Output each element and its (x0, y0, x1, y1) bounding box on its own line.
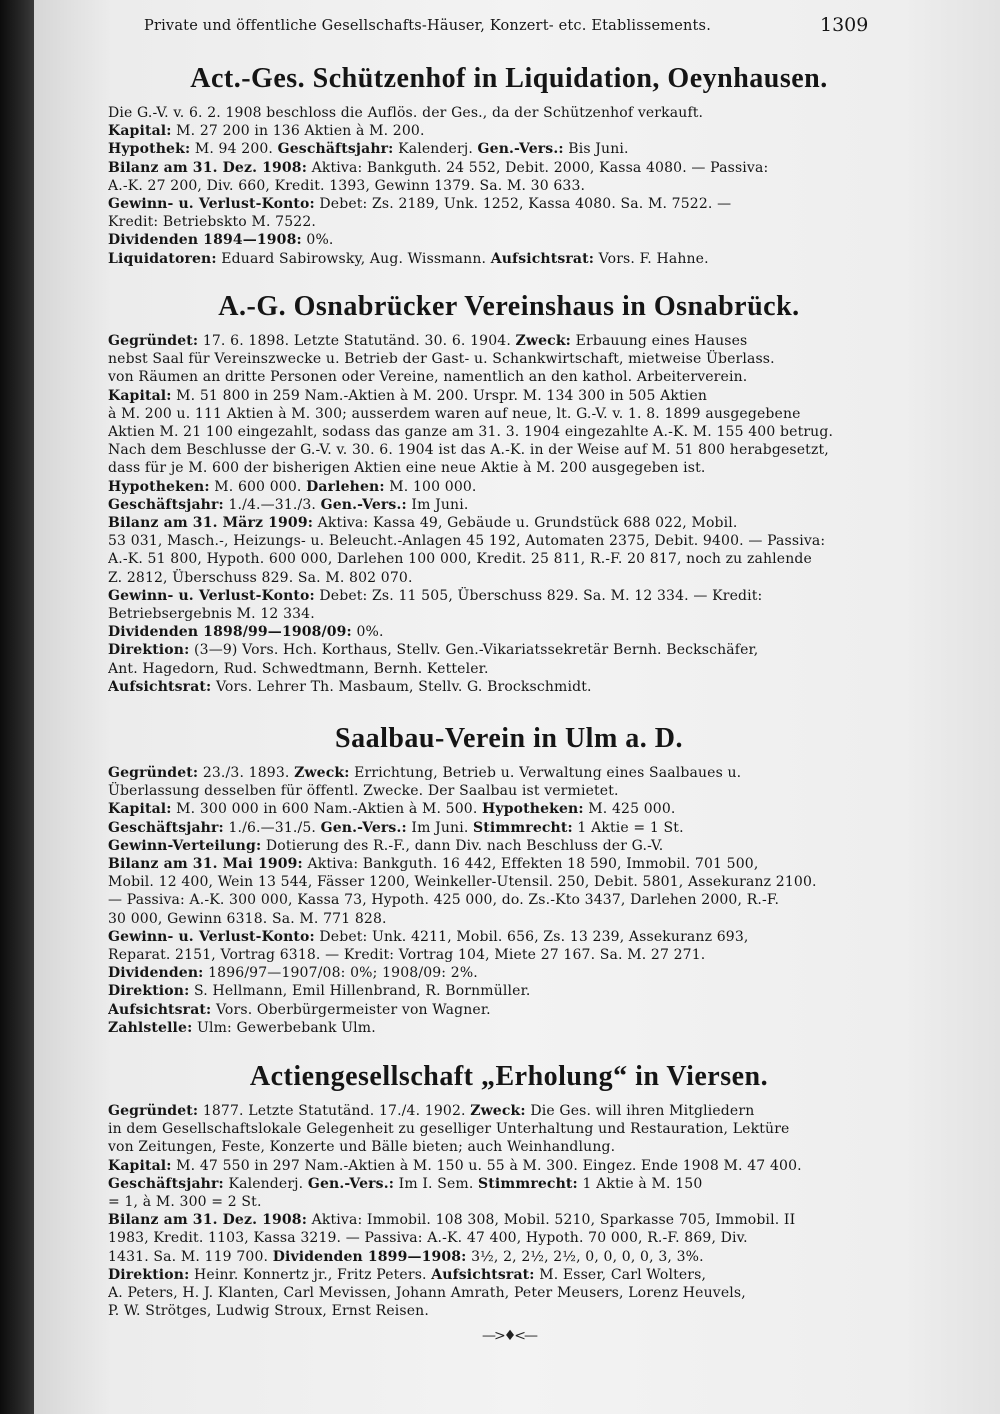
article-title: A.-G. Osnabrücker Vereinshaus in Osnabrück. (218, 291, 800, 322)
text-line (108, 891, 910, 909)
text-line (108, 1193, 910, 1211)
text-line (108, 587, 910, 605)
book-page (34, 0, 1000, 1414)
field-text: = 1, à M. 300 = 2 St. (108, 1194, 262, 1211)
field-label: Kapital: (108, 1157, 172, 1174)
field-label: Geschäftsjahr: (108, 1175, 224, 1192)
article-body (108, 1102, 910, 1320)
field-label: Liquidatoren: (108, 250, 217, 267)
text-line (108, 819, 910, 837)
field-label: Stimmrecht: (473, 819, 573, 836)
text-line (108, 441, 910, 459)
field-text: 1983, Kredit. 1103, Kassa 3219. — Passiva: A.-K. 47 400, Hypoth. 70 000, R.-F. 869, Div. (108, 1230, 748, 1247)
field-label: Hypotheken: (108, 478, 210, 495)
field-label: Direktion: (108, 642, 190, 659)
text-line (108, 1019, 910, 1037)
text-line (108, 623, 910, 641)
field-text: Kredit: Betriebskto M. 7522. (108, 214, 316, 231)
field-text: Im Juni. (406, 819, 474, 836)
field-label: Zahlstelle: (108, 1019, 193, 1036)
text-line (108, 1302, 910, 1320)
field-label: Bilanz am 31. März 1909: (108, 515, 314, 532)
field-text: Reparat. 2151, Vortrag 6318. — Kredit: Vortrag 104, Miete 27 167. Sa. M. 27 271. (108, 947, 706, 964)
text-line (108, 1102, 910, 1120)
text-line (108, 678, 910, 696)
text-line (108, 332, 910, 350)
text-line (108, 459, 910, 477)
field-label: Direktion: (108, 1266, 190, 1283)
field-text: Mobil. 12 400, Wein 13 544, Fässer 1200, Weinkeller-Utensil. 250, Debit. 5801, Assekuranz 2100. (108, 874, 817, 891)
text-line (108, 231, 910, 249)
field-label: Kapital: (108, 801, 172, 818)
field-text: 1./6.—31./5. (223, 819, 321, 836)
field-label: Gegründet: (108, 1103, 199, 1119)
field-text: M. 47 550 in 297 Nam.-Aktien à M. 150 u. 55 à M. 300. Eingez. Ende 1908 M. 47 400. (171, 1157, 802, 1174)
text-line (108, 122, 910, 140)
field-text: in dem Gesellschaftslokale Gelegenheit zu geselliger Unterhaltung und Restauration, Lektüre (108, 1121, 790, 1138)
article-saalbau-verein-ulm (108, 722, 910, 1037)
article-title: Saalbau-Verein in Ulm a. D. (335, 723, 683, 754)
text-line (108, 1138, 910, 1156)
field-label: Geschäftsjahr: (108, 819, 224, 836)
field-text: 1./4.—31./3. (223, 496, 321, 513)
field-text: 53 031, Masch.-, Heizungs- u. Beleucht.-Anlagen 45 192, Automaten 2375, Debit. 9400. — Passiva: (108, 533, 826, 550)
text-line (108, 855, 910, 873)
field-label: Zweck: (294, 765, 350, 781)
field-text: P. W. Strötges, Ludwig Stroux, Ernst Reisen. (108, 1303, 429, 1320)
field-text: Überlassung desselben für öffentl. Zwecke. Der Saalbau ist vermietet. (108, 783, 619, 800)
text-line (108, 1001, 910, 1019)
text-line (108, 195, 910, 213)
field-text: M. 600 000. (209, 478, 307, 495)
field-label: Aufsichtsrat: (431, 1266, 535, 1283)
text-line (108, 800, 910, 818)
text-line (108, 964, 910, 982)
field-text: Im Juni. (406, 496, 469, 513)
field-text: Aktiva: Immobil. 108 308, Mobil. 5210, Sparkasse 705, Immobil. II (307, 1212, 796, 1229)
field-label: Zweck: (470, 1103, 526, 1119)
field-label: Stimmrecht: (478, 1175, 578, 1192)
field-text: M. 425 000. (583, 801, 676, 818)
field-text: Z. 2812, Überschuss 829. Sa. M. 802 070. (108, 569, 413, 586)
text-line (108, 405, 910, 423)
field-label: Gen.-Vers.: (307, 1175, 395, 1192)
page-number: 1309 (820, 14, 869, 36)
field-label: Gen.-Vers.: (320, 819, 407, 836)
field-text: Vors. Lehrer Th. Masbaum, Stellv. G. Brockschmidt. (211, 678, 592, 695)
article-body (108, 332, 910, 696)
field-label: Dividenden 1894—1908: (108, 232, 302, 249)
field-text: — Passiva: A.-K. 300 000, Kassa 73, Hypoth. 425 000, do. Zs.-Kto 3437, Darlehen 2000, R.-F. (108, 892, 780, 909)
field-label: Gen.-Vers.: (477, 141, 564, 158)
field-text: A.-K. 27 200, Div. 660, Kredit. 1393, Gewinn 1379. Sa. M. 30 633. (108, 177, 586, 194)
field-text: M. 51 800 in 259 Nam.-Aktien à M. 200. Urspr. M. 134 300 in 505 Aktien (171, 387, 708, 404)
field-text: 0%. (351, 624, 384, 641)
article-title: Actiengesellschaft „Erholung“ in Viersen. (249, 1061, 769, 1092)
field-label: Hypothek: (108, 141, 191, 158)
field-label: Darlehen: (306, 478, 385, 495)
field-label: Bilanz am 31. Mai 1909: (108, 856, 303, 873)
field-label: Gegründet: (108, 333, 199, 349)
article-erholung-viersen (108, 1060, 910, 1320)
field-label: Aufsichtsrat: (108, 678, 212, 695)
field-label: Gen.-Vers.: (320, 496, 407, 513)
field-text: Aktiva: Bankguth. 24 552, Debit. 2000, Kassa 4080. — Passiva: (307, 159, 769, 176)
field-label: Zweck: (515, 333, 572, 349)
article-body (108, 104, 910, 268)
field-text: (3—9) Vors. Hch. Korthaus, Stellv. Gen.-Vikariatssekretär Bernh. Beckschäfer, (189, 642, 759, 659)
text-line (108, 782, 910, 800)
text-line (108, 350, 910, 368)
field-text: 23./3. 1893. (198, 765, 295, 781)
field-text: Kalenderj. (223, 1175, 308, 1192)
field-text: Ant. Hagedorn, Rud. Schwedtmann, Bernh. Ketteler. (108, 660, 489, 677)
field-label: Direktion: (108, 983, 190, 1000)
field-text: 1896/97—1907/08: 0%; 1908/09: 2%. (203, 965, 478, 982)
field-label: Gewinn- u. Verlust-Konto: (108, 928, 315, 945)
article-title: Act.-Ges. Schützenhof in Liquidation, Oeynhausen. (190, 63, 828, 94)
text-line (108, 213, 910, 231)
text-line (108, 387, 910, 405)
field-text: Die G.-V. v. 6. 2. 1908 beschloss die Auflös. der Ges., da der Schützenhof verkauft. (108, 105, 704, 121)
field-text: Aktiva: Bankguth. 16 442, Effekten 18 590, Immobil. 701 500, (302, 856, 759, 873)
field-text: A. Peters, H. J. Klanten, Carl Mevissen, Johann Amrath, Peter Meusers, Lorenz Heuvels, (108, 1285, 746, 1302)
text-line (108, 928, 910, 946)
field-text: 1877. Letzte Statutänd. 17./4. 1902. (198, 1103, 471, 1119)
text-line (108, 478, 910, 496)
text-line (108, 550, 910, 568)
field-text: Debet: Zs. 2189, Unk. 1252, Kassa 4080. Sa. M. 7522. — (314, 196, 732, 213)
text-line (108, 368, 910, 386)
field-label: Gegründet: (108, 765, 199, 781)
text-line (108, 140, 910, 158)
text-line (108, 1211, 910, 1229)
field-text: Dotierung des R.-F., dann Div. nach Beschluss der G.-V. (261, 837, 664, 854)
text-line (108, 159, 910, 177)
field-text: von Räumen an dritte Personen oder Vereine, namentlich an den kathol. Arbeiterverein. (108, 369, 748, 386)
text-line (108, 641, 910, 659)
text-line (108, 1175, 910, 1193)
text-line (108, 532, 910, 550)
field-label: Aufsichtsrat: (490, 250, 595, 267)
field-text: Eduard Sabirowsky, Aug. Wissmann. (216, 250, 491, 267)
text-line (108, 1157, 910, 1175)
field-text: Aktien M. 21 100 eingezahlt, sodass das ganze am 31. 3. 1904 eingezahlte A.-K. M. 155 400 betrug. (108, 424, 834, 441)
field-text: M. Esser, Carl Wolters, (534, 1266, 707, 1283)
text-line (108, 250, 910, 268)
field-text: dass für je M. 600 der bisherigen Aktien eine neue Aktie à M. 200 ausgegeben ist. (108, 460, 706, 477)
text-line (108, 873, 910, 891)
book-binding-gutter (0, 0, 34, 1414)
field-label: Hypotheken: (482, 801, 584, 818)
field-text: Nach dem Beschlusse der G.-V. v. 30. 6. 1904 ist das A.-K. in der Weise auf M. 51 800 herabgesetzt, (108, 442, 829, 459)
text-line (108, 569, 910, 587)
field-text: A.-K. 51 800, Hypoth. 600 000, Darlehen 100 000, Kredit. 25 811, R.-F. 20 817, noch zu zahlende (108, 551, 812, 568)
article-osnabruecker-vereinshaus (108, 290, 910, 696)
field-text: à M. 200 u. 111 Aktien à M. 300; ausserdem waren auf neue, lt. G.-V. v. 1. 8. 1899 ausgegebene (108, 405, 801, 422)
field-text: M. 27 200 in 136 Aktien à M. 200. (171, 123, 425, 140)
text-line (108, 104, 910, 122)
field-text: nebst Saal für Vereinszwecke u. Betrieb der Gast- u. Schankwirtschaft, mietweise Überlass. (108, 351, 775, 368)
field-text: Bis Juni. (563, 141, 629, 158)
text-line (108, 660, 910, 678)
field-text: M. 300 000 in 600 Nam.-Aktien à M. 500. (171, 801, 483, 818)
field-text: Vors. Oberbürgermeister von Wagner. (211, 1001, 491, 1018)
field-text: Kalenderj. (393, 141, 478, 158)
field-text: Im I. Sem. (394, 1175, 479, 1192)
field-label: Aufsichtsrat: (108, 1001, 212, 1018)
field-text: Betriebsergebnis M. 12 334. (108, 606, 315, 623)
section-end-ornament: —>♦<— (482, 1328, 537, 1344)
text-line (108, 514, 910, 532)
article-schuetzenhof (108, 62, 910, 268)
field-label: Bilanz am 31. Dez. 1908: (108, 159, 308, 176)
text-line (108, 837, 910, 855)
text-line (108, 1229, 910, 1247)
field-label: Gewinn- u. Verlust-Konto: (108, 587, 315, 604)
text-line (108, 982, 910, 1000)
field-label: Kapital: (108, 123, 172, 140)
field-label: Dividenden 1898/99—1908/09: (108, 624, 352, 641)
text-line (108, 177, 910, 195)
article-body (108, 764, 910, 1037)
field-text: 30 000, Gewinn 6318. Sa. M. 771 828. (108, 910, 387, 927)
field-text: 17. 6. 1898. Letzte Statutänd. 30. 6. 1904. (198, 333, 516, 349)
text-line (108, 946, 910, 964)
field-text: 0%. (301, 232, 334, 249)
field-label: Bilanz am 31. Dez. 1908: (108, 1212, 308, 1229)
field-label: Geschäftsjahr: (108, 496, 224, 513)
field-text: Erbauung eines Hauses (571, 333, 748, 349)
field-text: Errichtung, Betrieb u. Verwaltung eines Saalbaues u. (349, 765, 742, 781)
field-label: Dividenden: (108, 965, 204, 982)
field-text: von Zeitungen, Feste, Konzerte und Bälle bieten; auch Weinhandlung. (108, 1139, 616, 1156)
text-line (108, 764, 910, 782)
field-text: 1 Aktie à M. 150 (577, 1175, 703, 1192)
field-text: 1 Aktie = 1 St. (572, 819, 684, 836)
field-label: Geschäftsjahr: (277, 141, 394, 158)
field-text: 3½, 2, 2½, 2½, 0, 0, 0, 0, 3, 3%. (466, 1248, 704, 1265)
field-text: 1431. Sa. M. 119 700. (108, 1248, 273, 1265)
field-label: Kapital: (108, 387, 172, 404)
field-text: Aktiva: Kassa 49, Gebäude u. Grundstück 688 022, Mobil. (313, 515, 738, 532)
text-line (108, 910, 910, 928)
field-text: Heinr. Konnertz jr., Fritz Peters. (189, 1266, 432, 1283)
field-text: S. Hellmann, Emil Hillenbrand, R. Bornmüller. (189, 983, 531, 1000)
field-text: Debet: Unk. 4211, Mobil. 656, Zs. 13 239, Assekuranz 693, (314, 928, 749, 945)
text-line (108, 1266, 910, 1284)
running-head: Private und öffentliche Gesellschafts-Häuser, Konzert- etc. Etablissements. (144, 18, 711, 34)
text-line (108, 1248, 910, 1266)
text-line (108, 1120, 910, 1138)
field-label: Gewinn-Verteilung: (108, 837, 262, 854)
field-text: Debet: Zs. 11 505, Überschuss 829. Sa. M. 12 334. — Kredit: (314, 587, 763, 604)
text-line (108, 605, 910, 623)
field-label: Dividenden 1899—1908: (272, 1248, 467, 1265)
field-text: M. 100 000. (384, 478, 477, 495)
text-line (108, 423, 910, 441)
text-line (108, 496, 910, 514)
field-text: Vors. F. Hahne. (594, 250, 709, 267)
text-line (108, 1284, 910, 1302)
field-text: M. 94 200. (190, 141, 278, 158)
field-label: Gewinn- u. Verlust-Konto: (108, 196, 315, 213)
field-text: Die Ges. will ihren Mitgliedern (525, 1103, 755, 1119)
field-text: Ulm: Gewerbebank Ulm. (192, 1019, 376, 1036)
